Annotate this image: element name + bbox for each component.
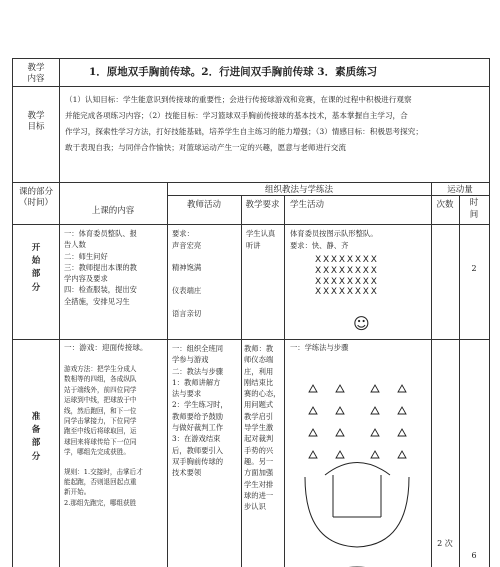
basketball-court-diagram — [285, 355, 430, 567]
prep-teacher-activity: 一：组织全班同 学参与游戏 二：教法与步骤 1：教师讲解方 法与要求 2：学生练习时， 教师要给予鼓励 与做好裁判工作 3：在游戏结束 后，教师要引入 双手胸前传球的 技术要领 — [172, 344, 228, 478]
section-start-content: 一：体育委员整队、报 告人数 二：师生问好 三：教师提出本课的教 学内容及要求 四：检查服装，提出安 全措施，安排见习生 — [64, 229, 137, 306]
header-student-activity: 学生活动 — [290, 200, 325, 210]
section-prep-count: 2 次 — [437, 539, 453, 548]
objectives-text: （1）认知目标：学生能意识到传接球的重要性；会进行传接球游戏和竞赛，在课的过程中积极进行观察 并能完成各项练习内容；（2）技能目标：学习篮球双手胸前传接球的基本技术，基本掌握自主学习，合 作学习，探索性学习方法，打好技能基础，培养学生自主练习的能力增强；（3）情感目标：积极思考探究； 敢于表现自我；与同伴合作愉快；对篮球运动产生一定的兴趣，愿意与老师进行交流 — [65, 95, 423, 153]
header-teacher-activity: 教师活动 — [186, 200, 221, 210]
formation-x-rows: XXXXXXXX XXXXXXXX XXXXXXXX XXXXXXXX — [315, 255, 379, 298]
lesson-content-title: 1．原地双手胸前传球。2．行进间双手胸前传球 3．素质练习 — [89, 66, 378, 78]
header-part: 课的部分 （时间） — [18, 187, 53, 208]
prep-teaching-req: 教师：教 师仪态端 庄，利用 刚结束比 赛的心态， 用问题式 教学启引 导学生激 起对裁判 手势的兴 趣。另一 方面加强 学生对排 球的进一 步认识 — [244, 344, 281, 512]
section-start-teacher: 要求： 声音宏亮 精神饱满 仪表端庄 语言亲切 — [172, 229, 202, 318]
smiley-icon: ☺ — [353, 314, 370, 333]
objectives-label: 教学 目标 — [27, 111, 45, 132]
prep-game-rules: 游戏方法：把学生分成人 数相等的四组，各成纵队 站于端线外，前四位同学 运球到中线，把球放于中 线，然后跑回，和下一位 同学击掌接力，下位同学 跑至中线后将球取回，运 球回来将球传给下一位同 学，哪组先完成获胜。 规则：1.交接时，击掌后才 能起跑，否则退回起点重 新开始。 2.那组先跑完，哪组获胜 — [64, 365, 143, 507]
section-start-req: 学生认真 听讲 — [246, 229, 276, 250]
section-start-student: 体育委员按图示队形整队。 要求：快、静、齐 — [290, 229, 378, 250]
triangle-markers — [309, 385, 406, 458]
prep-student-title: 一：学练法与步骤 — [290, 343, 349, 352]
prep-game-title: 一：游戏：迎面传接球。 — [64, 343, 148, 352]
header-org-method: 组织教法与学练法 — [264, 185, 333, 195]
header-teaching-req: 教学要求 — [245, 200, 280, 210]
lesson-plan-table — [12, 58, 490, 567]
header-load: 运动量 — [447, 185, 473, 195]
section-prep-time: 6 — [471, 551, 477, 560]
content-label: 教学 内容 — [27, 63, 45, 84]
header-content: 上课的内容 — [91, 206, 135, 216]
header-count: 次数 — [436, 200, 454, 210]
header-time: 时 间 — [469, 198, 479, 221]
section-start-name: 开 始 部 分 — [31, 243, 41, 293]
section-start-time: 2 — [471, 264, 477, 273]
section-prep-name: 准 备 部 分 — [31, 412, 41, 462]
